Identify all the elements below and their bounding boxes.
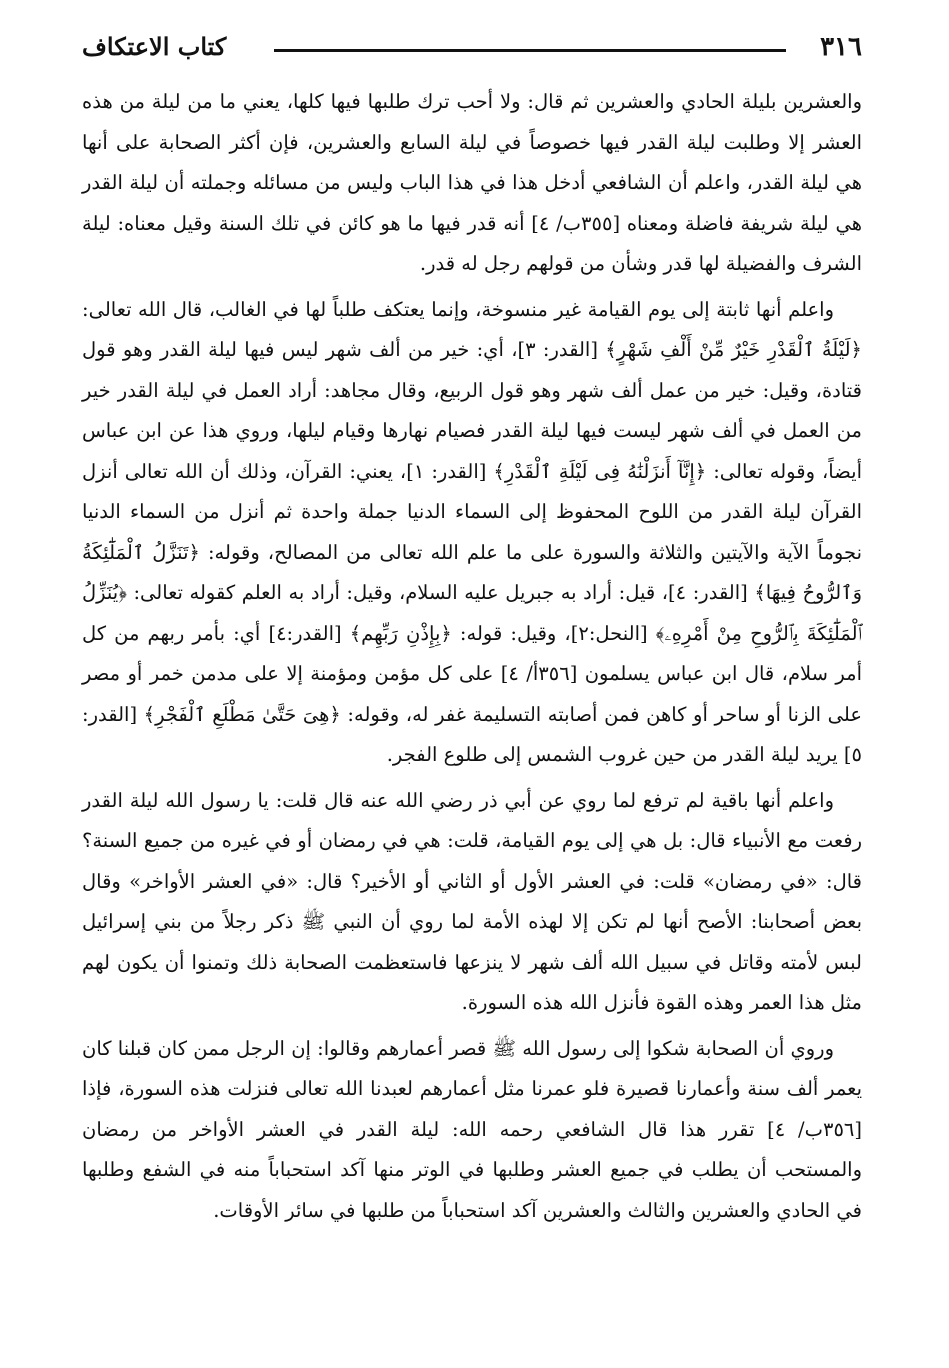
page-number: ٣١٦ xyxy=(820,32,862,62)
page-header xyxy=(82,28,862,72)
header-rule xyxy=(274,49,786,52)
paragraph: وروي أن الصحابة شكوا إلى رسول الله ﷺ قصر أعمارهم وقالوا: إن الرجل ممن كان قبلنا كان يعمر ألف سنة وأعمارنا قصيرة فلو عمرنا مثل أعمارهم لعبدنا الله تعالى فنزلت هذه السورة، فإذا [٣٥٦ب/ ٤] تقرر هذا قال الشافعي رحمه الله: ليلة القدر في العشر الأواخر من رمضان والمستحب أن يطلب في جميع العشر وطلبها في الوتر منها آكد استحباباً منه في الشفع وطلبها في الحادي والعشرين والثالث والعشرين آكد استحباباً من طلبها في سائر الأوقات. xyxy=(82,1036,862,1222)
paragraph: والعشرين بليلة الحادي والعشرين ثم قال: ولا أحب ترك طلبها فيها كلها، يعني ما من ليلة من هذه العشر إلا وطلبت ليلة القدر فيها خصوصاً في ليلة السابع والعشرين، فإن أكثر الصحابة على أنها هي ليلة القدر، واعلم أن الشافعي أدخل هذا في هذا الباب وليس من مسائله وجملته أن ليلة القدر هي ليلة شريفة فاضلة ومعناه [٣٥٥ب/ ٤] أنه قدر فيها ما هو كائن في تلك السنة وقيل معناه: ليلة الشرف والفضيلة لها قدر وشأن من قولهم رجل له قدر. xyxy=(82,90,862,275)
paragraph: واعلم أنها ثابتة إلى يوم القيامة غير منسوخة، وإنما يعتكف طلباً لها في الغالب، قال الله تعالى: ﴿لَيْلَةُ ٱلْقَدْرِ خَيْرٌ مِّنْ أَلْفِ شَهْرٍ﴾ [القدر: ٣]، أي: خير من ألف شهر ليس فيها ليلة القدر وهو قول قتادة، وقيل: خير من عمل ألف شهر وهو قول الربيع، وقال مجاهد: أراد العمل في ليلة القدر خير من العمل في ألف شهر ليست فيها ليلة القدر فصيام نهارها وقيام ليلها، وروي هذا عن ابن عباس أيضاً، وقوله تعالى: ﴿إِنَّآ أَنزَلْنَٰهُ فِى لَيْلَةِ ٱلْقَدْرِ﴾ [القدر: ١]، يعني: القرآن، وذلك أن الله تعالى أنزل القرآن ليلة القدر من اللوح المحفوظ إلى السماء الدنيا جملة واحدة ثم أنزل من السماء الدنيا نجوماً الآية والآيتين والثلاثة والسورة على ما علم الله تعالى من المصالح، وقوله: ﴿تَنَزَّلُ ٱلْمَلَٰٓئِكَةُ وَٱلرُّوحُ فِيهَا﴾ [القدر: ٤]، قيل: أراد به جبريل عليه السلام، وقيل: أراد به العلم كقوله تعالى: ﴿يُنَزِّلُ ٱلْمَلَٰٓئِكَةَ بِٱلرُّوحِ مِنْ أَمْرِهِۦ﴾ [النحل:٢]، وقيل: قوله: ﴿بِإِذْنِ رَبِّهِم﴾ [القدر:٤] أي: بأمر ربهم من كل أمر سلام، قال ابن عباس يسلمون [٣٥٦أ/ ٤] على كل مؤمن ومؤمنة إلا على مدمن خمر أو مصر على الزنا أو ساحر أو كاهن فمن أصابته التسليمة غفر له، وقوله: ﴿هِىَ حَتَّىٰ مَطْلَعِ ٱلْفَجْرِ﴾ [القدر: ٥] يريد ليلة القدر من حين غروب الشمس إلى طلوع الفجر. xyxy=(82,297,863,766)
paragraph: واعلم أنها باقية لم ترفع لما روي عن أبي ذر رضي الله عنه قال قلت: يا رسول الله ليلة القدر رفعت مع الأنبياء قال: بل هي إلى يوم القيامة، قلت: هي في رمضان أو في غيره من جميع السنة؟ قال: «في رمضان» قلت: في العشر الأول أو الثاني أو الأخير؟ قال: «في العشر الأواخر» وقال بعض أصحابنا: الأصح أنها لم تكن إلا لهذه الأمة لما روي أن النبي ﷺ ذكر رجلاً من بني إسرائيل لبس لأمته وقاتل في سبيل الله ألف شهر لا ينزعها فاستعظمت الصحابة ذلك وتمنوا أن يكون لهم مثل هذا العمر وهذه القوة فأنزل الله هذه السورة. xyxy=(82,788,862,1014)
book-title: كتاب الاعتكاف xyxy=(82,32,227,61)
body-text xyxy=(82,82,862,1236)
